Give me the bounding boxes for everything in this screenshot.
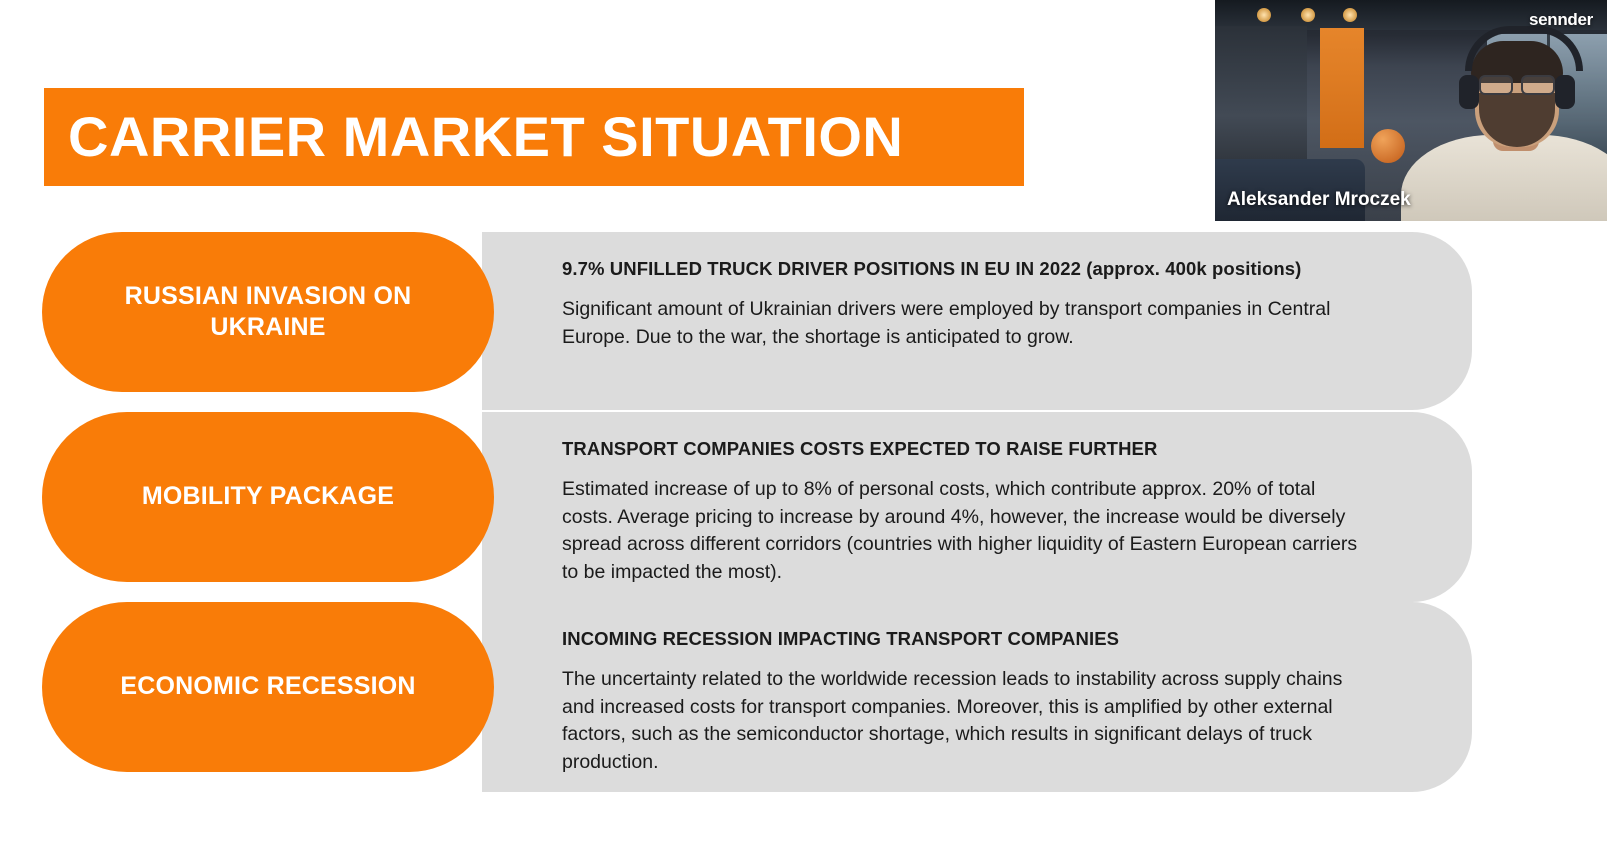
headphone-earcup-right — [1555, 75, 1575, 109]
row-heading: 9.7% UNFILLED TRUCK DRIVER POSITIONS IN EU IN 2022 (approx. 400k positions) — [562, 258, 1302, 279]
row-label-pill — [42, 602, 494, 772]
participant-name-label: Aleksander Mroczek — [1227, 189, 1411, 210]
row-body — [482, 412, 1472, 602]
participant-video-tile[interactable] — [1215, 0, 1607, 221]
row-heading: INCOMING RECESSION IMPACTING TRANSPORT COMPANIES — [562, 628, 1120, 649]
content-row — [42, 412, 1472, 582]
row-label-pill — [42, 412, 494, 582]
content-row — [42, 232, 1472, 392]
row-label: RUSSIAN INVASION ON UKRAINE — [124, 281, 412, 341]
office-exercise-ball — [1371, 129, 1405, 163]
row-heading: TRANSPORT COMPANIES COSTS EXPECTED TO RAISE FURTHER — [562, 438, 1158, 459]
row-text: Significant amount of Ukrainian drivers were employed by transport companies in Central Europe. Due to the war, the shortage is anticipated to grow. — [562, 298, 1331, 348]
row-text: The uncertainty related to the worldwide recession leads to instability across supply chains and increased costs for transport companies. Moreover, this is amplified by other external factors, such as the semiconductor shortage, which results in significant delays of truck production. — [562, 668, 1343, 774]
brand-logo: sennder — [1528, 10, 1593, 29]
glasses-icon — [1477, 75, 1557, 93]
ceiling-lamp-icon — [1343, 8, 1357, 22]
slide-title-banner — [44, 88, 1024, 186]
row-body — [482, 602, 1472, 792]
ceiling-lamp-icon — [1301, 8, 1315, 22]
content-rows — [42, 232, 1472, 792]
office-orange-panel — [1320, 28, 1364, 148]
office-window-left — [1215, 26, 1307, 176]
ceiling-lamp-icon — [1257, 8, 1271, 22]
headphone-earcup-left — [1459, 75, 1479, 109]
participant-person — [1401, 71, 1607, 221]
row-body — [482, 232, 1472, 410]
row-label: ECONOMIC RECESSION — [120, 672, 416, 701]
row-label: MOBILITY PACKAGE — [141, 482, 395, 511]
page-title: CARRIER MARKET SITUATION — [68, 105, 904, 168]
content-row — [42, 602, 1472, 772]
row-label-pill — [42, 232, 494, 392]
row-text: Estimated increase of up to 8% of personal costs, which contribute approx. 20% of total costs. Average pricing to increase by around 4%, however, the increase would be diversely spread across different corridors (countries with higher liquidity of Eastern European carriers to be impacted the most). — [562, 478, 1358, 584]
